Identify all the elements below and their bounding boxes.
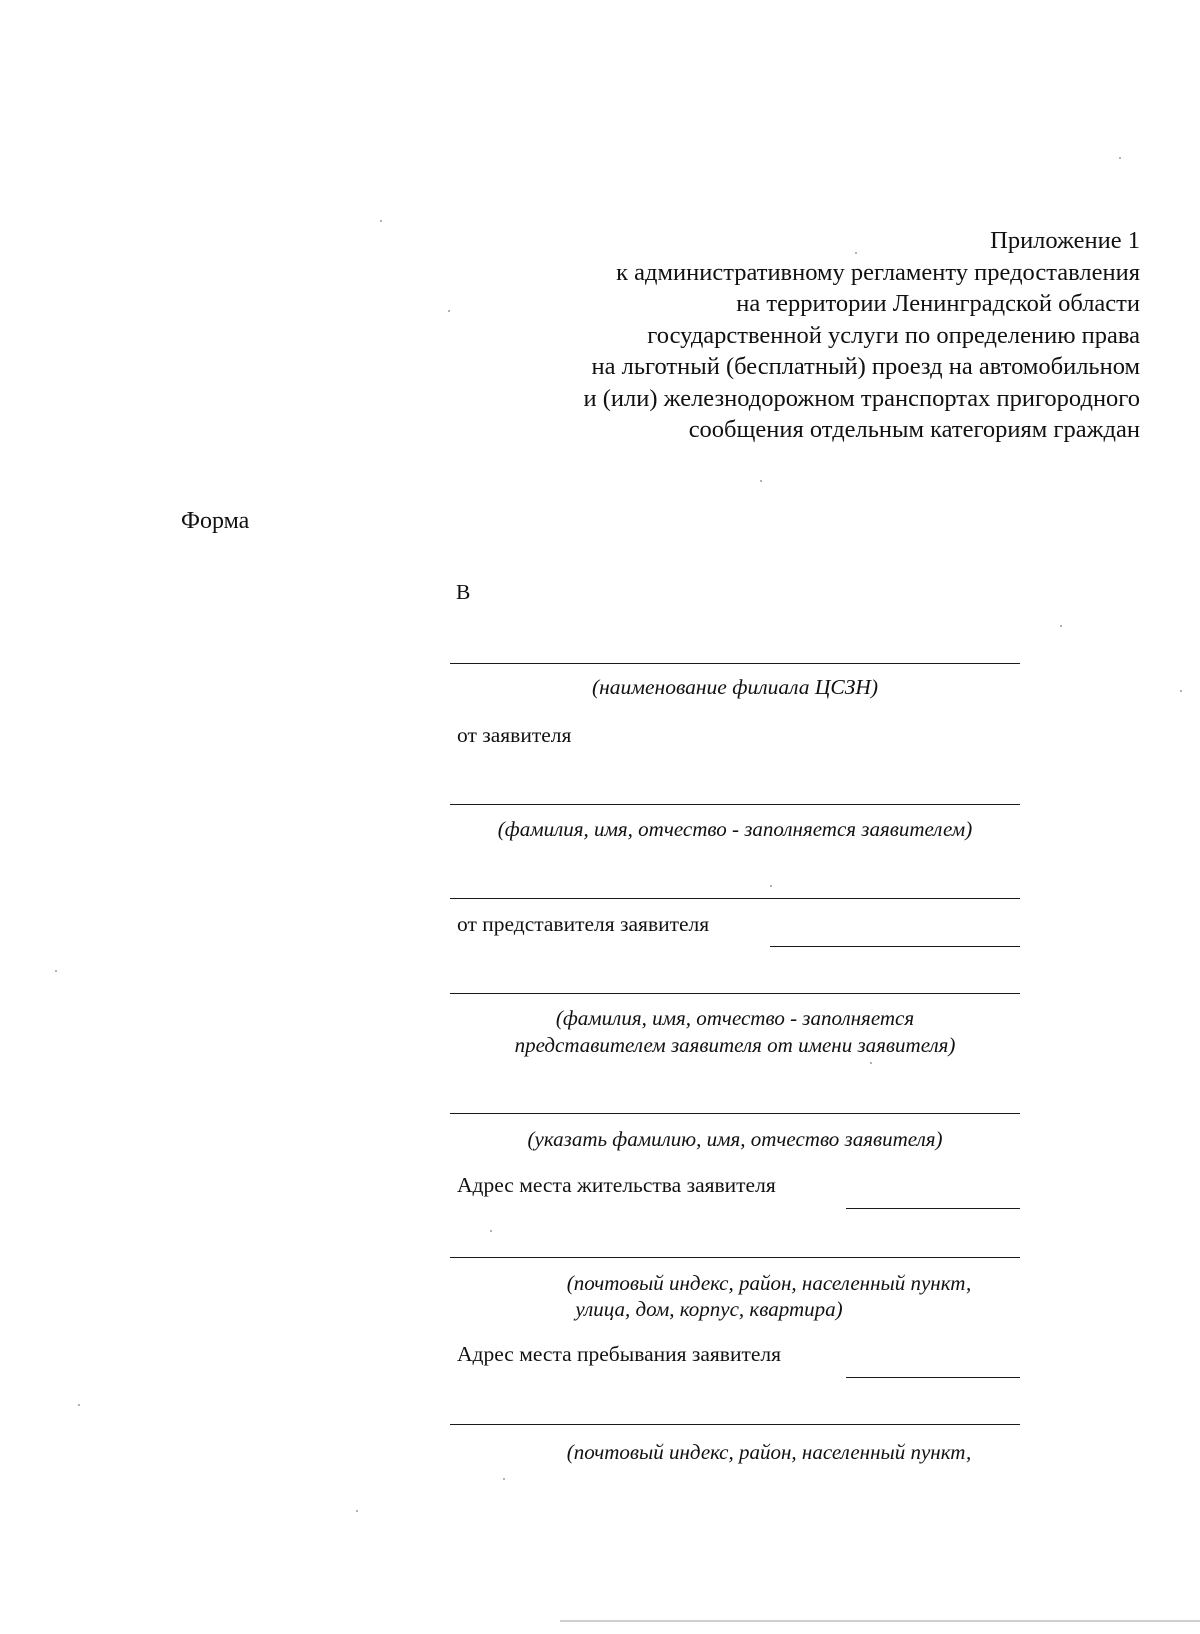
scan-speck [503,1478,505,1480]
representative-name-field[interactable] [450,993,1020,994]
scan-bottom-edge [560,1620,1200,1622]
stay-caption-line1: (почтовый индекс, район, населенный пункт, [566,1440,972,1464]
representative-caption-line1: (фамилия, имя, отчество - заполняется [555,1006,915,1030]
stay-address-field-inline[interactable] [846,1377,1020,1378]
residence-address-field-inline[interactable] [846,1208,1020,1209]
scan-speck [1180,690,1182,692]
representative-field-inline[interactable] [770,946,1020,947]
scan-speck [448,310,450,312]
stay-address-label: Адрес места пребывания заявителя [457,1342,782,1366]
residence-address-label: Адрес места жительства заявителя [457,1173,776,1197]
appendix-line: на территории Ленинградской области [736,290,1140,317]
from-applicant-label: от заявителя [457,723,572,747]
form-label: Форма [181,508,250,534]
appendix-line: сообщения отдельным категориям граждан [688,416,1140,443]
scan-speck [55,970,57,972]
scan-speck [356,1510,358,1512]
appendix-line: государственной услуги по определению права [647,321,1140,349]
to-prefix: В [456,580,471,604]
scan-speck [1119,157,1121,159]
appendix-line: на льготный (бесплатный) проезд на автомобильном [591,353,1140,380]
scan-speck [380,220,382,222]
specify-name-field[interactable] [450,1113,1020,1114]
address-caption-line2: улица, дом, корпус, квартира) [575,1297,843,1321]
representative-caption-line2: представителем заявителя от имени заявителя) [514,1033,956,1057]
scan-speck [760,480,762,482]
scan-speck [78,1404,80,1406]
scan-speck [770,885,772,887]
scan-speck [1060,625,1062,627]
appendix-line: к административному регламенту предоставления [616,258,1140,286]
applicant-name-field[interactable] [450,804,1020,805]
appendix-header [440,225,1140,446]
specify-name-caption: (указать фамилию, имя, отчество заявителя) [527,1127,943,1151]
scan-speck [855,252,857,254]
applicant-name-field-extra[interactable] [450,898,1020,899]
appendix-line: Приложение 1 [990,227,1140,254]
stay-address-field[interactable] [450,1424,1020,1425]
branch-name-field[interactable] [450,663,1020,664]
branch-caption: (наименование филиала ЦСЗН) [591,675,879,699]
from-representative-label: от представителя заявителя [457,912,710,936]
scan-speck [870,1062,872,1064]
residence-address-field[interactable] [450,1257,1020,1258]
appendix-line: и (или) железнодорожном транспортах пригородного [583,384,1140,412]
scan-speck [490,1230,492,1232]
applicant-name-caption: (фамилия, имя, отчество - заполняется заявителем) [497,817,973,841]
address-caption-line1: (почтовый индекс, район, населенный пункт, [566,1271,972,1295]
